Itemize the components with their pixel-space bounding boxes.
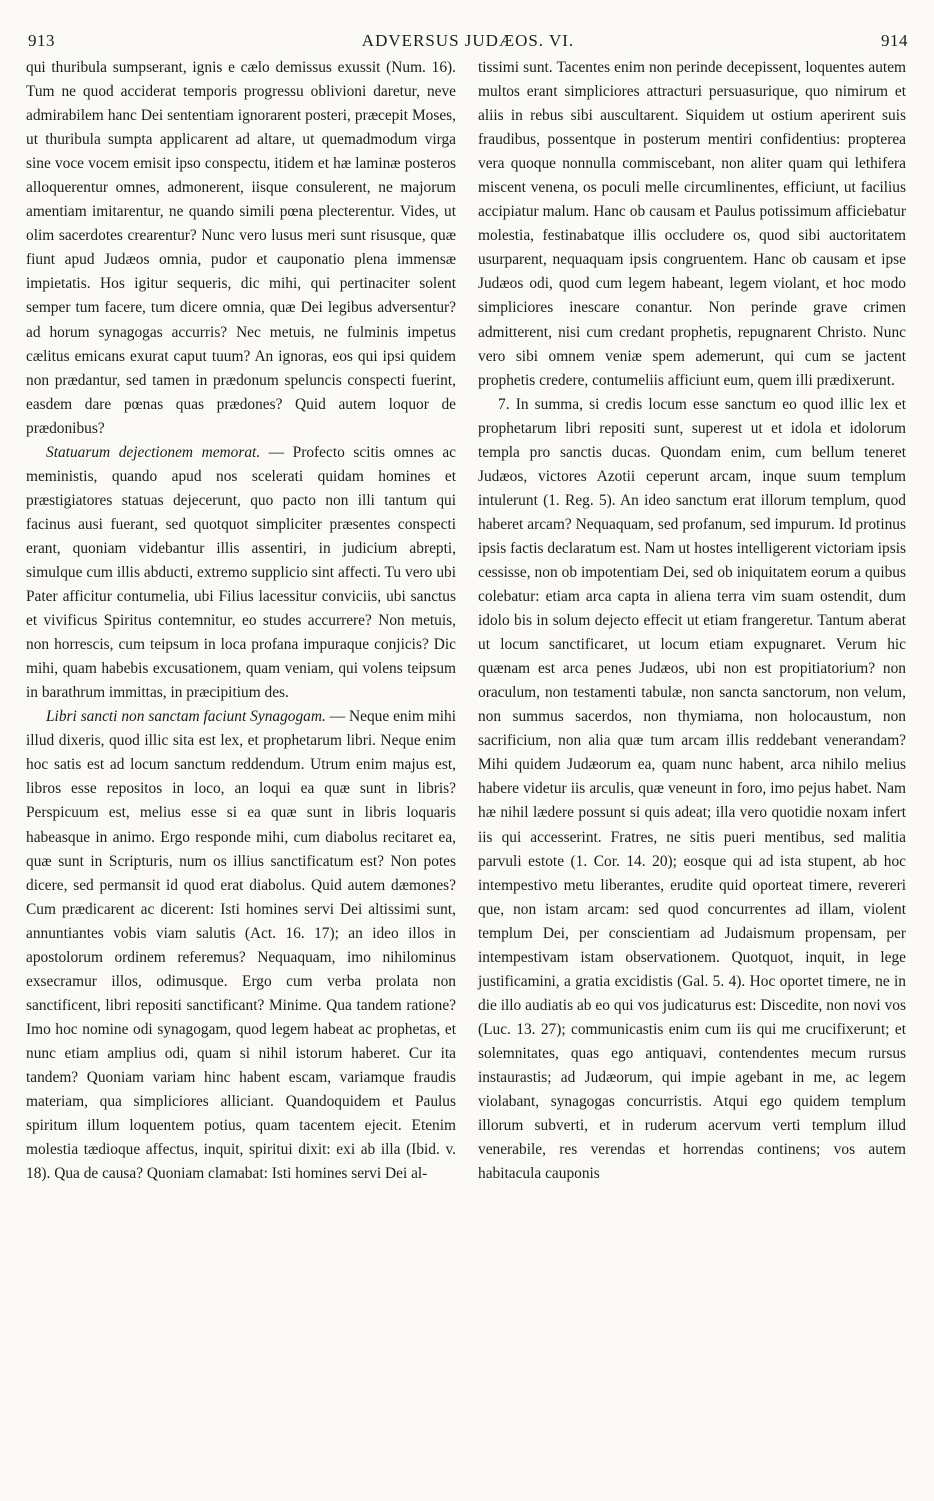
paragraph: 7. In summa, si credis locum esse sanctum eo quod illic lex et prophetarum libri repositi sunt, superest ut et idola et idolorum templa pro sanctis ducas. Quondam enim, cum bellum teneret Judæos, victores Azotii ceperunt arcam, inque suum templum intulerunt (1. Reg. 5). An ideo sanctum erat illorum templum, quod haberet arcam? Nequaquam, sed profanum, sed impurum. Id protinus ipsis factis declaratum est. Nam ut hostes intelligerent victoriam ipsis cessisse, non ob impotentiam Dei, sed ob iniquitatem eorum a quibus colebatur: etiam arca capta in aliena terra vim suam ostendit, dum idolo bis in solum dejecto effecit ut etiam frangeretur. Tantum aberat ut locum sanctificaret, ut locum etiam expugnaret. Verum hic quænam est arca penes Judæos, ubi non est propitiatorium? non oraculum, non testamenti tabulæ, non sancta sanctorum, non velum, non summus sacerdos, non thymiama, non holocaustum, non sacrificium, non alia quæ tum arcam illis reddebant venerandam? Mihi quidem Judæorum ea, quam nunc habent, arca nihilo melius habere videtur iis arculis, quæ veneunt in foro, imo pejus habet. Nam hæ nihil lædere possunt si quis adeat; illa vero quotidie noxam infert iis qui accesserint. Fratres, ne sitis pueri mentibus, sed malitia parvuli estote (1. Cor. 14. 20); eosque qui ad ista stupent, ab hoc intempestivo metu liberantes, erudite quid oporteat timere, revereri que, non istam arcam: sed quod concurrentes ad illam, violent templum Dei, per conscientiam ad Judaismum propensam, per intempestivam istam observationem. Quotquot, inquit, in lege justificamini, a gratia excidistis (Gal. 5. 4). Hoc oportet timere, ne in die illo audiatis ab eo qui vos judicaturus est: Discedite, non novi vos (Luc. 13. 27); communicastis enim cum iis qui me crucifixerunt; et solemnitates, quas ego antiquavi, contendentes mecum rursus instaurastis; ad Judæorum, qui impie agebant in me, ac legem violabant, synagogas concurristis. Atqui ego quidem templum illorum subverti, et in ruderum acervum verti templum illud venerabile, res verendas et horrendas continens; vos autem habitacula cauponis [478, 395, 906, 1183]
marginal-heading: Libri sancti non sanctam faciunt Synagogam. [46, 708, 326, 726]
paragraph [26, 441, 456, 706]
paragraph: qui thuribula sumpserant, ignis e cælo demissus exussit (Num. 16). Tum ne quod acciderat temporis progressu oblivioni daretur, neve admirabilem hanc Dei sententiam ignorarent posteri, præcepit Moses, ut thuribula sumpta applicarent ad altare, ut quemadmodum virga sine voce vocem emisit ipso conspectu, itidem et hæ laminæ posteros alloquerentur omnes, admonerent, iisque consulerent, ne majorum amentiam imitarentur, ne quando simili pœna plecterentur. Vides, ut olim sacerdotes crearentur? Nunc vero lusus meri sunt risusque, quæ fiunt apud Judæos omnia, pudor et cauponatio plena immensæ impietatis. Hos igitur sequeris, dic mihi, qui pertinaciter solent semper tum facere, tum dicere omnia, quæ Dei legibus adversentur? ad horum synagogas accurris? Nec metuis, ne fulminis impetus cælitus emicans exurat caput tuum? An ignoras, eos qui ipsi quidem non prædantur, sed tamen in prædonum speluncis conspecti fuerint, easdem dare pœnas quas prædones? Quid autem loquor de prædonibus? [26, 59, 456, 437]
left-column [26, 56, 456, 1186]
paragraph-text: — Neque enim mihi illud dixeris, quod illic sita est lex, et prophetarum libri. Neque enim hoc satis est ad locum sanctum reddendum. Utrum enim majus est, libros esse repositos in loco, an loqui ea quæ sunt in libris? Perspicuum est, melius esse si ea quæ sunt in libris loquaris habeasque in animo. Ergo responde mihi, cum diabolus recitaret ea, quæ sunt in Scripturis, num os illius sanctificatum est? Non potes dicere, sed permansit id quod erat diabolus. Quid autem dæmones? Cum prædicarent ac dicerent: Isti homines servi Dei altissimi sunt, annuntiantes vobis viam salutis (Act. 16. 17); an ideo illos in apostolorum ordinem referemus? Nequaquam, imo nihilominus exsecramur illos, odimusque. Ergo cum verba prolata non sanctificent, libri repositi sanctificant? Minime. Qua tandem ratione? Imo hoc nomine odi synagogam, quod legem habeat ac prophetas, et nunc etiam amplius odi, quam si nihil istorum haberet. Cur ita tandem? Quoniam variam hinc habent escam, variamque fraudis materiam, qua simpliciores alliciant. Quandoquidem et Paulus spiritum illum loquentem potius, quam tacentem ejecit. Etenim molestia tædioque affectus, inquit, spiritui dixit: exi ab illa (Ibid. v. 18). Qua de causa? Quoniam clamabat: Isti homines servi Dei al- [26, 708, 456, 1183]
page-number-right: 914 [880, 31, 908, 50]
paragraph-text: — Profecto scitis omnes ac meministis, quando apud nos scelerati quidam homines et præstigiatores statuas dejecerunt, quo pacto non illi tantum qui facinus ausi fuerant, sed quotquot simpliciter præsentes conspecti erant, quoniam videbantur illis assentiri, in judicium abrepti, simulque cum illis abducti, extremo supplicio sint affecti. Tu vero ubi Pater afficitur contumelia, ubi Filius lacessitur conviciis, ubi sanctus et vivificus Spiritus contemnitur, eo studes accurrere? Non metuis, non horrescis, cum teipsum in loca profana impuraque conjicis? Dic mihi, quam habebis excusationem, quam veniam, qui volens teipsum in barathrum immittas, in præcipitium des. [26, 443, 456, 702]
running-title: ADVERSUS JUDÆOS. VI. [361, 31, 575, 50]
paragraph: tissimi sunt. Tacentes enim non perinde decepissent, loquentes autem multos erant simpliciores attracturi persuasurique, quo nimirum et aliis in rebus sibi auscultarent. Siquidem ut ostium aperirent suis fraudibus, possentque in posterum mentiri confidentius: propterea vera quoque nonnulla commiscebant, non aliter quam qui lethifera miscent venena, os poculi melle circumlinentes, efficiunt, ut facilius accipiatur malum. Hanc ob causam et Paulus potissimum afficiebatur molestia, festinabatque illis occludere os, quod sibi auctoritatem usurparent, nequaquam ipsis congruentem. Hanc ob causam et ipse Judæos odi, quod cum legem habeant, legem violant, et hoc modo simpliciores inescare conantur. Non perinde grave crimen admitterent, nisi cum credant prophetis, repugnarent Christo. Nunc vero sibi omnem veniæ spem ademerunt, qui cum se jactent prophetis credere, contumeliis afficiunt eum, quem illi prædixerunt. [478, 59, 906, 389]
marginal-heading: Statuarum dejectionem memorat. [46, 443, 261, 461]
paragraph [26, 705, 456, 1186]
right-column [478, 56, 906, 1186]
page-number-left: 913 [28, 31, 55, 50]
running-header [28, 28, 908, 54]
